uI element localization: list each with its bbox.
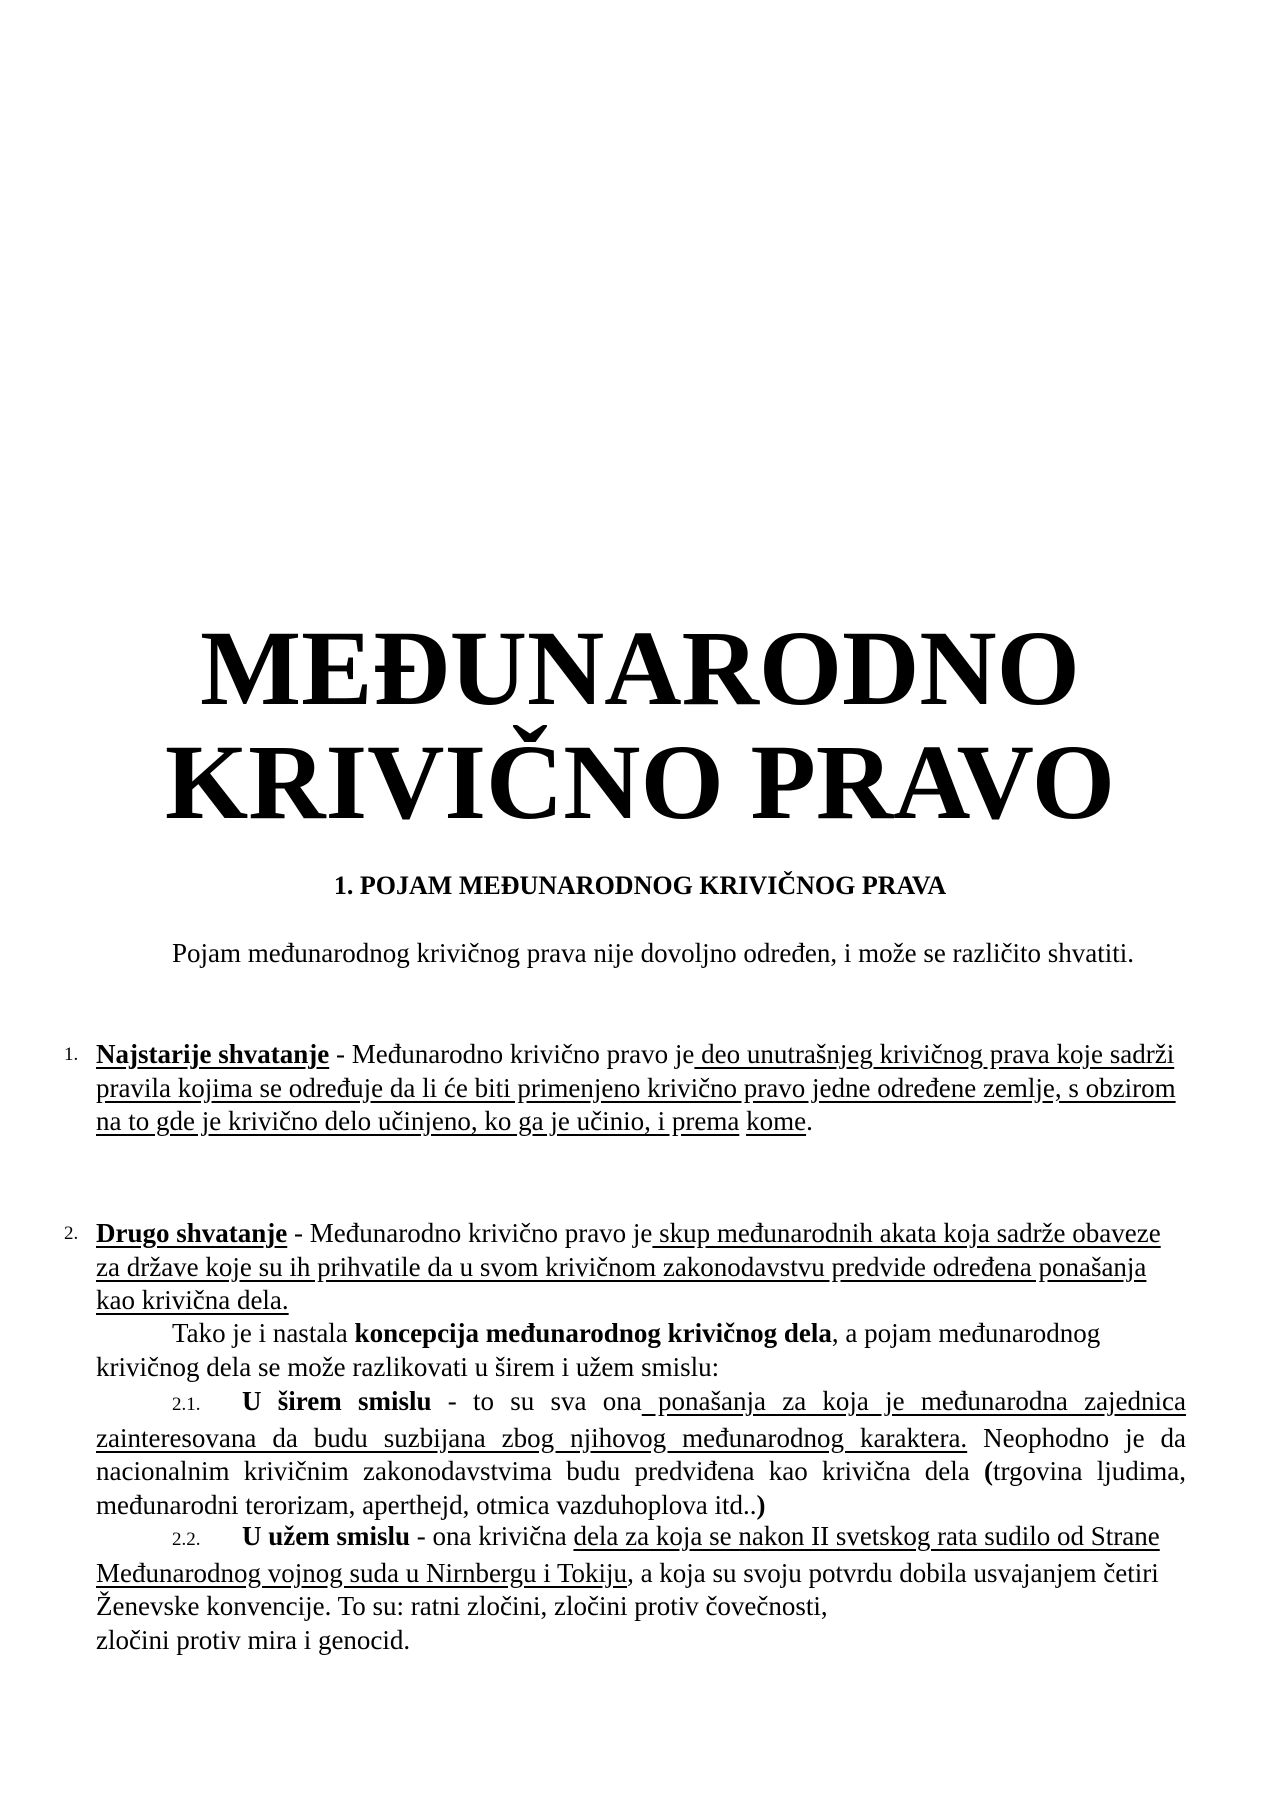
item-2-lead: - Međunarodno krivično pravo je (287, 1218, 653, 1248)
item-1-definition: deo unutrašnjeg krivičnog prava koje sadrži pravila kojima se određuje da li će biti primenjeno krivično pravo jedne određene zemlje, s obzirom na to gde je krivično delo učinjeno, ko ga je učinio, i prema (96, 1039, 1176, 1136)
concept-lead: Tako je i nastala (172, 1318, 355, 1348)
subitem-2-1-paren-close: ) (756, 1489, 766, 1520)
subitem-2-2-term: U užem smislu (242, 1521, 410, 1551)
document-title-line-2: KRIVIČNO PRAVO (164, 724, 1116, 842)
subitem-2-1-paren-open: ( (983, 1456, 993, 1486)
subitem-2-1 (96, 1385, 1186, 1522)
subitem-2-1-tail: Neophodno je da nacionalnim krivičnim zakonodavstvima budu predviđena kao krivična dela (96, 1422, 1187, 1486)
subitem-2-1-number: 2.1. (172, 1394, 201, 1415)
subitem-2-1-term: U širem smislu (242, 1386, 432, 1416)
item-1-lead: - Međunarodno krivično pravo je (329, 1039, 695, 1069)
subitem-2-1-definition: ponašanja za koja je međunarodna zajednica zainteresovana da budu suzbijana zbog njihovog međunarodnog karaktera. (96, 1386, 1187, 1453)
concept-tail: , a pojam međunarodnog krivičnog dela se može razlikovati u širem i užem smislu: (96, 1318, 1101, 1382)
concept-paragraph (96, 1317, 1186, 1384)
intro-paragraph: Pojam međunarodnog krivičnog prava nije dovoljno određen, i može se različito shvatiti. (172, 938, 1135, 968)
subitem-2-2-definition: dela za koja se nakon II svetskog rata sudilo od Strane Međunarodnog vojnog suda u Nirnbergu i Tokiju (96, 1521, 1160, 1588)
list-number-1: 1. (64, 1044, 79, 1065)
list-item-2 (96, 1217, 1186, 1318)
subitem-2-1-lead: - to su sva ona (431, 1386, 642, 1416)
item-2-term: Drugo shvatanje (96, 1218, 288, 1248)
concept-bold: koncepcija međunarodnog krivičnog dela (354, 1318, 832, 1348)
item-2-definition: skup međunarodnih akata koja sadrže obaveze za države koje su ih prihvatile da u svom krivičnom zakonodavstvu predvide određena ponašanja kao krivična dela. (96, 1218, 1161, 1315)
subitem-2-2 (96, 1520, 1186, 1657)
subitem-2-2-lead: - ona krivična (410, 1521, 574, 1551)
item-1-tail: . (806, 1106, 813, 1136)
subitem-2-2-last-line: zločini protiv mira i genocid. (96, 1624, 411, 1655)
document-title-line-1: MEĐUNARODNO (200, 610, 1080, 728)
list-number-2: 2. (64, 1223, 79, 1244)
subitem-2-2-tail: , a koja su svoju potvrdu dobila usvajanjem četiri Ženevske konvencije. To su: ratni zločini, zločini protiv čovečnosti, (96, 1557, 1159, 1621)
item-1-definition-end: kome (746, 1106, 807, 1136)
section-heading: 1. POJAM MEĐUNARODNOG KRIVIČNOG PRAVA (333, 871, 947, 900)
list-item-1 (96, 1038, 1186, 1139)
subitem-2-2-number: 2.2. (172, 1529, 201, 1550)
item-1-term: Najstarije shvatanje (96, 1039, 330, 1069)
subitem-2-1-examples: trgovina ljudima, međunarodni terorizam, aperthejd, otmica vazduhoplova itd.. (96, 1456, 1186, 1520)
